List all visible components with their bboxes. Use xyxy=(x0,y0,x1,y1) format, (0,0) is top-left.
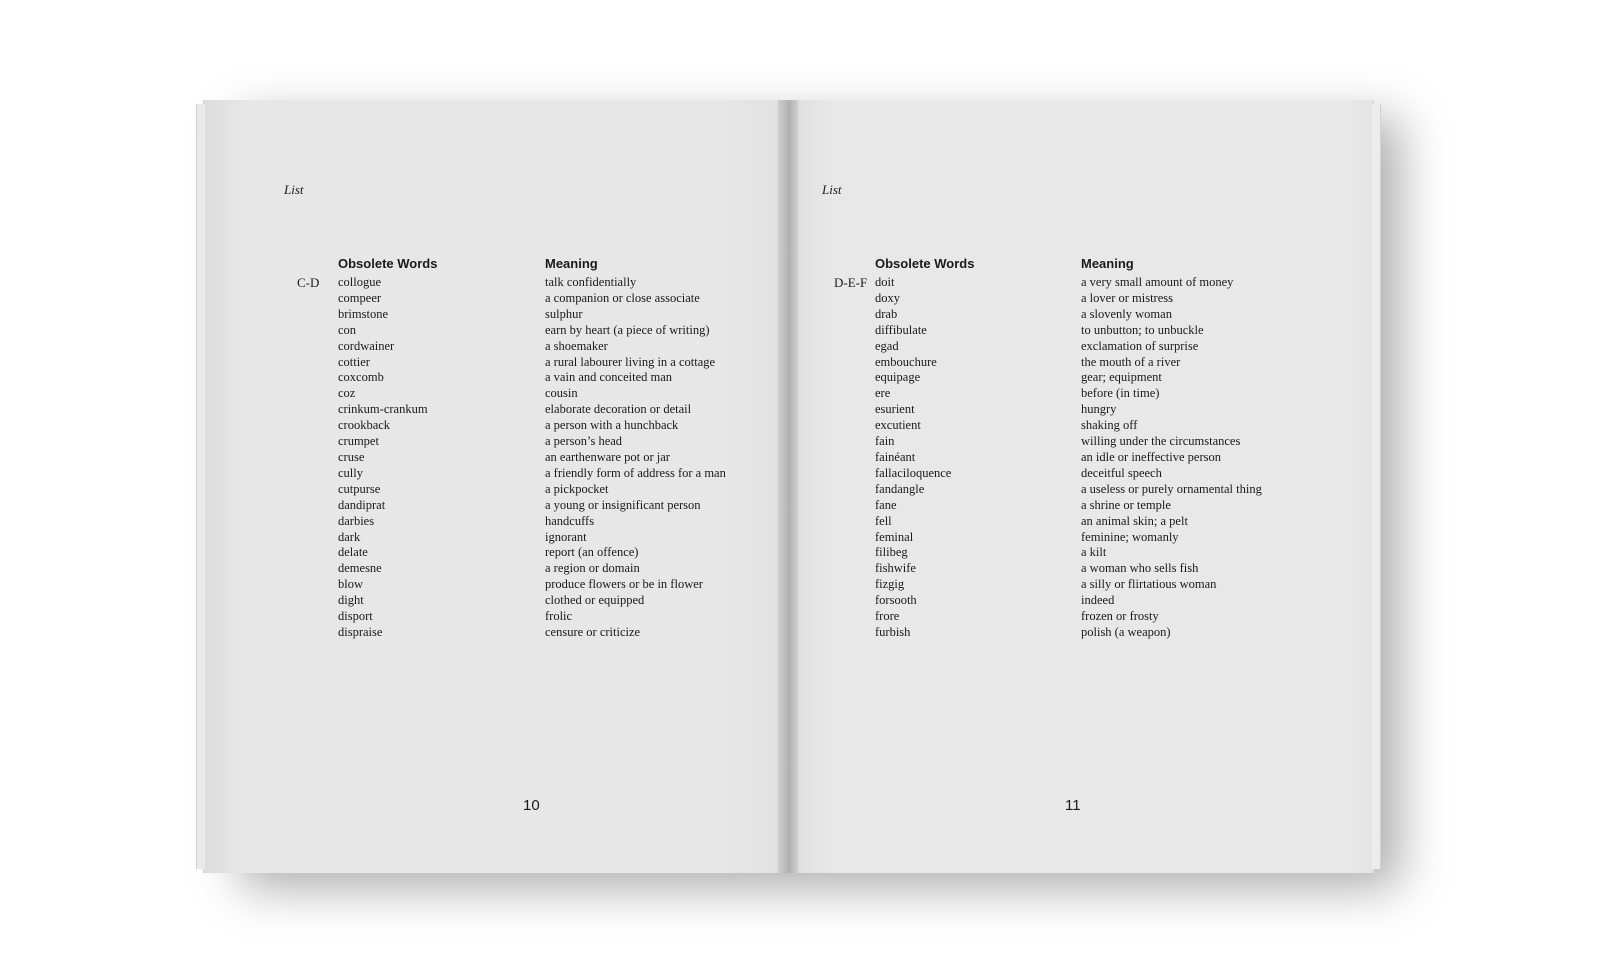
right-page xyxy=(788,100,1374,873)
word-entry: fainéant xyxy=(875,449,916,464)
word-entry: con xyxy=(338,322,357,337)
meaning-entry: a woman who sells fish xyxy=(1081,561,1199,576)
obsolete-words-heading: Obsolete Words xyxy=(875,256,975,271)
left-page xyxy=(203,100,789,873)
word-entry: blow xyxy=(338,577,363,592)
meaning-entry: produce flowers or be in flower xyxy=(545,577,703,592)
meaning-entry: frolic xyxy=(545,609,573,624)
meaning-entry: a person’s head xyxy=(545,434,623,449)
word-entry: crookback xyxy=(338,418,391,433)
meaning-entry: report (an offence) xyxy=(545,545,639,560)
word-entry: embouchure xyxy=(875,354,937,369)
meaning-entry: handcuffs xyxy=(545,513,595,528)
meaning-entry: a kilt xyxy=(1081,545,1107,560)
word-list xyxy=(338,275,428,641)
obsolete-words-heading: Obsolete Words xyxy=(338,256,438,271)
section-letter: C-D xyxy=(297,275,320,290)
meaning-entry: frozen or frosty xyxy=(1081,609,1159,624)
word-entry: dark xyxy=(338,529,361,544)
meaning-entry: elaborate decoration or detail xyxy=(545,402,692,417)
meaning-entry: a pickpocket xyxy=(545,481,609,496)
word-entry: darbies xyxy=(338,513,375,528)
meaning-entry: a silly or flirtatious woman xyxy=(1081,577,1217,592)
meaning-entry: sulphur xyxy=(545,306,583,321)
meaning-entry: indeed xyxy=(1081,593,1115,608)
word-entry: fell xyxy=(875,513,892,528)
word-entry: cordwainer xyxy=(338,338,395,353)
word-entry: dispraise xyxy=(338,624,383,639)
meaning-entry: hungry xyxy=(1081,402,1117,417)
word-entry: frore xyxy=(875,609,900,624)
running-head: List xyxy=(284,182,304,197)
word-entry: coxcomb xyxy=(338,370,384,385)
page-stack-right-edge xyxy=(1372,104,1381,869)
word-entry: disport xyxy=(338,609,373,624)
meaning-entry: a very small amount of money xyxy=(1081,275,1234,289)
word-entry: esurient xyxy=(875,402,915,417)
meaning-entry: a young or insignificant person xyxy=(545,497,701,512)
meaning-entry: feminine; womanly xyxy=(1081,529,1179,544)
word-entry: ere xyxy=(875,386,891,401)
meaning-entry: a lover or mistress xyxy=(1081,290,1173,305)
page-number: 10 xyxy=(523,797,540,814)
meaning-entry: a vain and conceited man xyxy=(545,370,673,385)
word-entry: cruse xyxy=(338,449,365,464)
word-entry: crumpet xyxy=(338,434,379,449)
word-entry: fallaciloquence xyxy=(875,465,952,480)
word-entry: filibeg xyxy=(875,545,908,560)
meaning-entry: a friendly form of address for a man xyxy=(545,465,726,480)
meaning-entry: exclamation of surprise xyxy=(1081,338,1199,353)
word-entry: furbish xyxy=(875,624,911,639)
word-entry: cutpurse xyxy=(338,481,381,496)
word-entry: compeer xyxy=(338,290,382,305)
section-letter: D-E-F xyxy=(834,275,868,290)
meaning-list xyxy=(545,275,726,641)
word-entry: coz xyxy=(338,386,356,401)
meaning-list xyxy=(1081,275,1262,641)
word-entry: fain xyxy=(875,434,895,449)
word-entry: cully xyxy=(338,465,363,480)
book-gutter xyxy=(778,100,798,873)
meaning-heading: Meaning xyxy=(545,256,598,271)
meaning-entry: censure or criticize xyxy=(545,624,641,639)
word-entry: demesne xyxy=(338,561,382,576)
meaning-entry: polish (a weapon) xyxy=(1081,624,1171,639)
word-entry: fandangle xyxy=(875,481,925,496)
page-number: 11 xyxy=(1065,797,1081,814)
word-entry: feminal xyxy=(875,529,914,544)
meaning-entry: an earthenware pot or jar xyxy=(545,449,670,464)
word-entry: egad xyxy=(875,338,899,353)
word-entry: drab xyxy=(875,306,898,321)
meaning-entry: an animal skin; a pelt xyxy=(1081,513,1188,528)
meaning-entry: to unbutton; to unbuckle xyxy=(1081,322,1204,337)
meaning-entry: a shoemaker xyxy=(545,338,608,353)
meaning-entry: a region or domain xyxy=(545,561,640,576)
word-entry: fizgig xyxy=(875,577,905,592)
word-entry: doxy xyxy=(875,290,900,305)
open-book xyxy=(203,100,1373,873)
meaning-entry: a companion or close associate xyxy=(545,290,700,305)
word-entry: doit xyxy=(875,275,895,289)
meaning-entry: ignorant xyxy=(545,529,587,544)
meaning-entry: a rural labourer living in a cottage xyxy=(545,354,716,369)
word-entry: brimstone xyxy=(338,306,388,321)
word-entry: delate xyxy=(338,545,368,560)
meaning-entry: a person with a hunchback xyxy=(545,418,679,433)
meaning-entry: deceitful speech xyxy=(1081,465,1162,480)
word-entry: fane xyxy=(875,497,897,512)
meaning-entry: cousin xyxy=(545,386,578,401)
word-entry: diffibulate xyxy=(875,322,927,337)
meaning-entry: a shrine or temple xyxy=(1081,497,1171,512)
meaning-entry: shaking off xyxy=(1081,418,1138,433)
meaning-entry: talk confidentially xyxy=(545,275,637,289)
word-list xyxy=(875,275,951,641)
word-entry: equipage xyxy=(875,370,921,385)
word-entry: cottier xyxy=(338,354,370,369)
word-entry: dandiprat xyxy=(338,497,386,512)
running-head: List xyxy=(822,182,842,197)
meaning-entry: gear; equipment xyxy=(1081,370,1162,385)
meaning-entry: a useless or purely ornamental thing xyxy=(1081,481,1262,496)
meaning-entry: before (in time) xyxy=(1081,386,1160,401)
page-stack-left-edge xyxy=(196,104,205,869)
word-entry: excutient xyxy=(875,418,921,433)
word-entry: collogue xyxy=(338,275,382,289)
meaning-entry: earn by heart (a piece of writing) xyxy=(545,322,710,337)
word-entry: dight xyxy=(338,593,364,608)
meaning-entry: an idle or ineffective person xyxy=(1081,449,1221,464)
word-entry: crinkum-crankum xyxy=(338,402,428,417)
word-entry: fishwife xyxy=(875,561,916,576)
meaning-entry: a slovenly woman xyxy=(1081,306,1172,321)
meaning-entry: willing under the circumstances xyxy=(1081,434,1241,449)
meaning-entry: the mouth of a river xyxy=(1081,354,1181,369)
word-entry: forsooth xyxy=(875,593,917,608)
meaning-heading: Meaning xyxy=(1081,256,1134,271)
meaning-entry: clothed or equipped xyxy=(545,593,645,608)
